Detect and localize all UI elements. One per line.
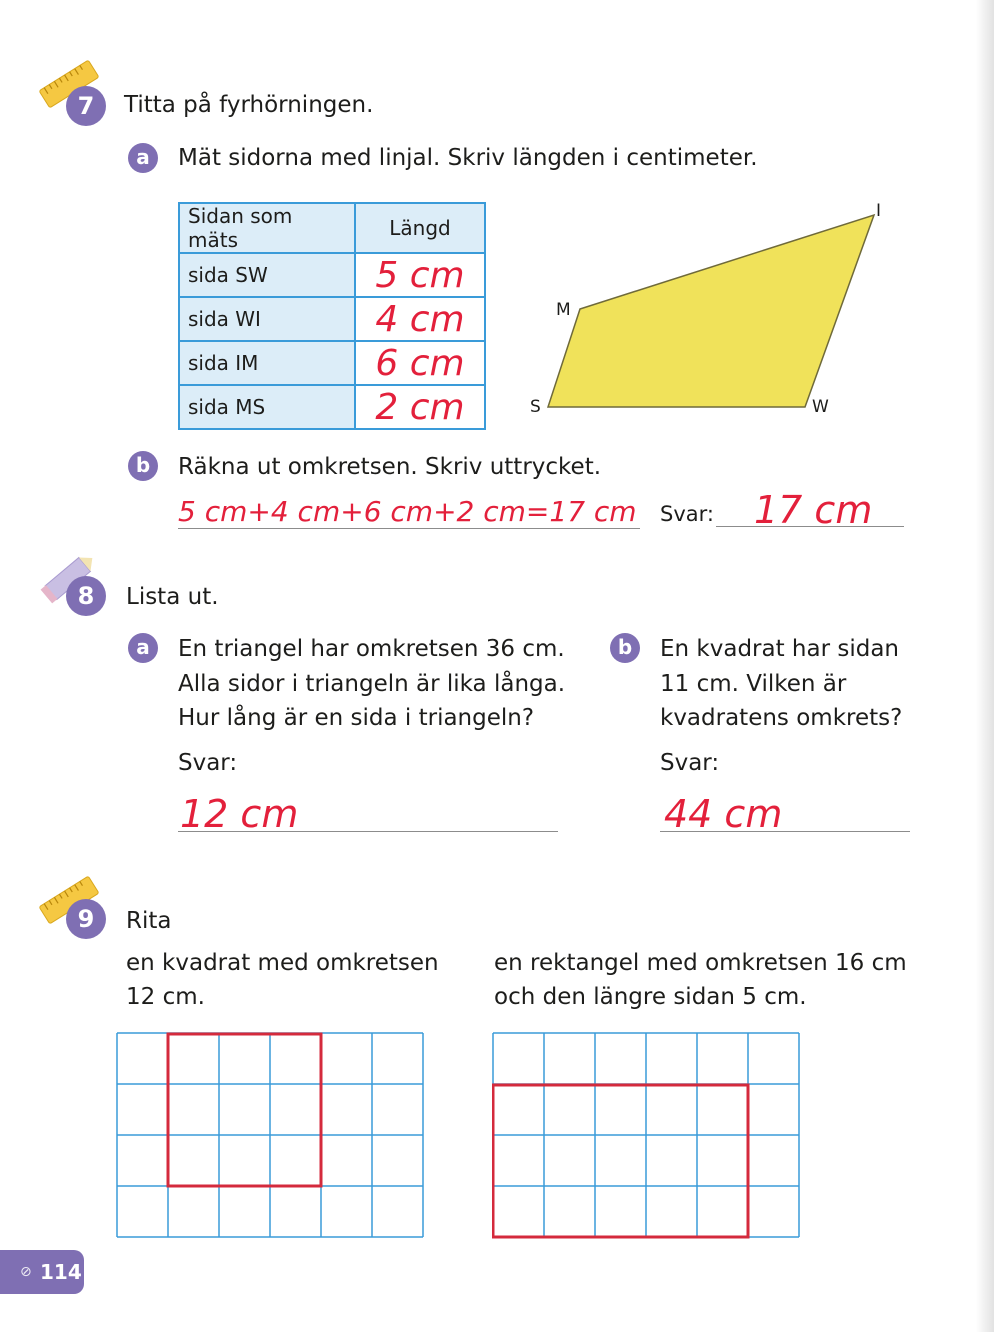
drawn-rectangle bbox=[493, 1085, 748, 1237]
length-cell[interactable]: 2 cm bbox=[355, 385, 485, 429]
answer-line bbox=[178, 831, 558, 832]
vertex-label-w: W bbox=[812, 397, 829, 417]
table-row bbox=[179, 253, 485, 297]
vertex-label-s: S bbox=[530, 397, 541, 417]
exercise-number-badge: 9 bbox=[66, 899, 106, 939]
expression-answer[interactable]: 5 cm+4 cm+6 cm+2 cm=17 cm bbox=[178, 495, 637, 528]
page-edge bbox=[976, 0, 994, 1332]
page-number: 114 bbox=[40, 1260, 82, 1284]
answer-label: Svar: bbox=[660, 750, 720, 776]
instruction-text: Mät sidorna med linjal. Skriv längden i centimeter. bbox=[178, 145, 758, 171]
exercise-title: Rita bbox=[126, 908, 172, 934]
side-cell: sida MS bbox=[179, 385, 355, 429]
subtask-letter: a bbox=[128, 633, 158, 663]
side-cell: sida SW bbox=[179, 253, 355, 297]
subtask-letter: b bbox=[128, 451, 158, 481]
instruction-text: Räkna ut omkretsen. Skriv uttrycket. bbox=[178, 454, 602, 480]
answer-label: Svar: bbox=[178, 750, 238, 776]
question-line: En kvadrat har sidan bbox=[660, 636, 900, 662]
quadrilateral-figure bbox=[520, 195, 900, 425]
answer-label: Svar: bbox=[660, 502, 714, 526]
exercise-title: Titta på fyrhörningen. bbox=[124, 92, 374, 118]
table-row bbox=[179, 341, 485, 385]
page-number-tab bbox=[0, 1250, 84, 1294]
task-line: en rektangel med omkretsen 16 cm bbox=[494, 950, 907, 976]
length-cell[interactable]: 4 cm bbox=[355, 297, 485, 341]
answer-value[interactable]: 12 cm bbox=[180, 792, 299, 836]
measurement-table bbox=[178, 202, 486, 430]
question-line: 11 cm. Vilken är bbox=[660, 671, 847, 697]
exercise-number-badge: 8 bbox=[66, 576, 106, 616]
task-line: och den längre sidan 5 cm. bbox=[494, 984, 807, 1010]
page-icon: ⊘ bbox=[20, 1264, 32, 1280]
drawing-grid-right[interactable] bbox=[492, 1032, 804, 1240]
question-line: Hur lång är en sida i triangeln? bbox=[178, 705, 535, 731]
question-line: kvadratens omkrets? bbox=[660, 705, 903, 731]
answer-line bbox=[716, 526, 904, 527]
answer-value[interactable]: 17 cm bbox=[754, 488, 873, 532]
drawn-square bbox=[168, 1034, 321, 1186]
drawing-grid-left[interactable] bbox=[116, 1032, 428, 1240]
exercise-title: Lista ut. bbox=[126, 584, 219, 610]
vertex-label-i: I bbox=[876, 201, 882, 221]
subtask-letter: a bbox=[128, 143, 158, 173]
column-header: Sidan som mäts bbox=[179, 203, 355, 253]
question-line: En triangel har omkretsen 36 cm. bbox=[178, 636, 565, 662]
task-line: 12 cm. bbox=[126, 984, 205, 1010]
side-cell: sida WI bbox=[179, 297, 355, 341]
column-header: Längd bbox=[355, 203, 485, 253]
answer-value[interactable]: 44 cm bbox=[664, 792, 783, 836]
question-line: Alla sidor i triangeln är lika långa. bbox=[178, 671, 566, 697]
length-cell[interactable]: 5 cm bbox=[355, 253, 485, 297]
table-header-row bbox=[179, 203, 485, 253]
answer-line bbox=[660, 831, 910, 832]
subtask-letter: b bbox=[610, 633, 640, 663]
vertex-label-m: M bbox=[556, 300, 571, 320]
answer-line bbox=[178, 528, 640, 529]
task-line: en kvadrat med omkretsen bbox=[126, 950, 439, 976]
table-row bbox=[179, 385, 485, 429]
exercise-number-badge: 7 bbox=[66, 86, 106, 126]
table-row bbox=[179, 297, 485, 341]
length-cell[interactable]: 6 cm bbox=[355, 341, 485, 385]
side-cell: sida IM bbox=[179, 341, 355, 385]
